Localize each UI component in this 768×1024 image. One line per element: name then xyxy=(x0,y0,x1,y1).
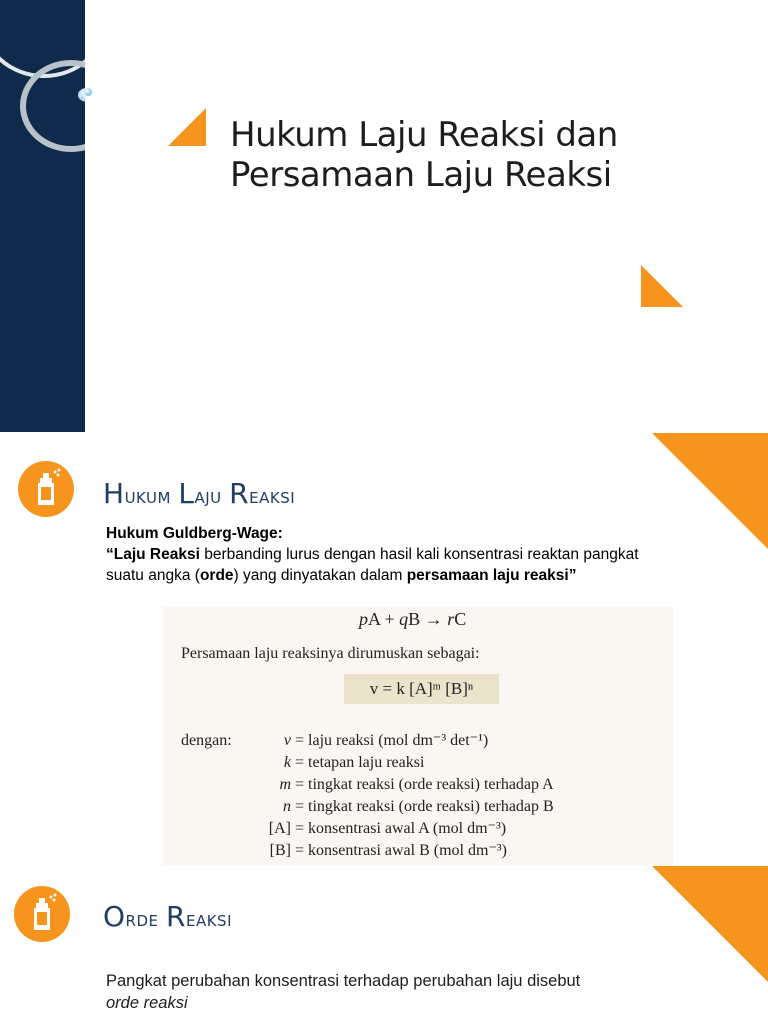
order-definition: Pangkat perubahan konsentrasi terhadap perubahan laju disebut orde reaksi xyxy=(106,972,581,1012)
orange-triangle xyxy=(641,265,683,307)
spray-can-icon xyxy=(14,886,70,942)
orange-corner-triangle xyxy=(652,866,768,982)
section-heading: Hukum Laju Reaksi xyxy=(103,477,296,510)
definition-row: [A] = konsentrasi awal A (mol dm⁻³) xyxy=(268,820,507,837)
law-slide xyxy=(0,433,768,865)
order-slide xyxy=(0,866,768,1024)
law-name: Hukum Guldberg-Wage: xyxy=(106,525,283,542)
dengan-label: dengan: xyxy=(181,732,232,749)
orange-corner-triangle xyxy=(652,433,768,549)
title-slide xyxy=(0,0,768,432)
definition-row: n = tingkat reaksi (orde reaksi) terhadap B xyxy=(283,798,554,815)
definition-row: m = tingkat reaksi (orde reaksi) terhadap A xyxy=(279,776,554,793)
definition-row: [B] = konsentrasi awal B (mol dm⁻³) xyxy=(269,842,508,859)
navy-side-bar xyxy=(0,0,85,432)
section-heading: Orde Reaksi xyxy=(103,900,232,933)
definition-row: v = laju reaksi (mol dm⁻³ det⁻¹) xyxy=(283,732,489,749)
textbook-excerpt xyxy=(163,607,673,865)
rate-law-formula: v = k [A]ᵐ [B]ⁿ xyxy=(344,674,499,704)
bubble-icon xyxy=(84,88,92,96)
law-statement: “Laju Reaksi berbanding lurus dengan hasil kali konsentrasi reaktan pangkat suatu angka (orde) yang dinyatakan dalam persamaan laju reaksi” xyxy=(106,546,639,584)
formula-intro: Persamaan laju reaksinya dirumuskan sebagai: xyxy=(181,645,480,662)
orange-triangle xyxy=(168,108,206,146)
spray-can-icon xyxy=(18,461,74,517)
slide-title: Hukum Laju Reaksi dan Persamaan Laju Reaksi xyxy=(230,115,618,195)
definition-row: k = tetapan laju reaksi xyxy=(283,754,425,771)
reaction-equation: pA + qB → rC xyxy=(359,609,467,629)
